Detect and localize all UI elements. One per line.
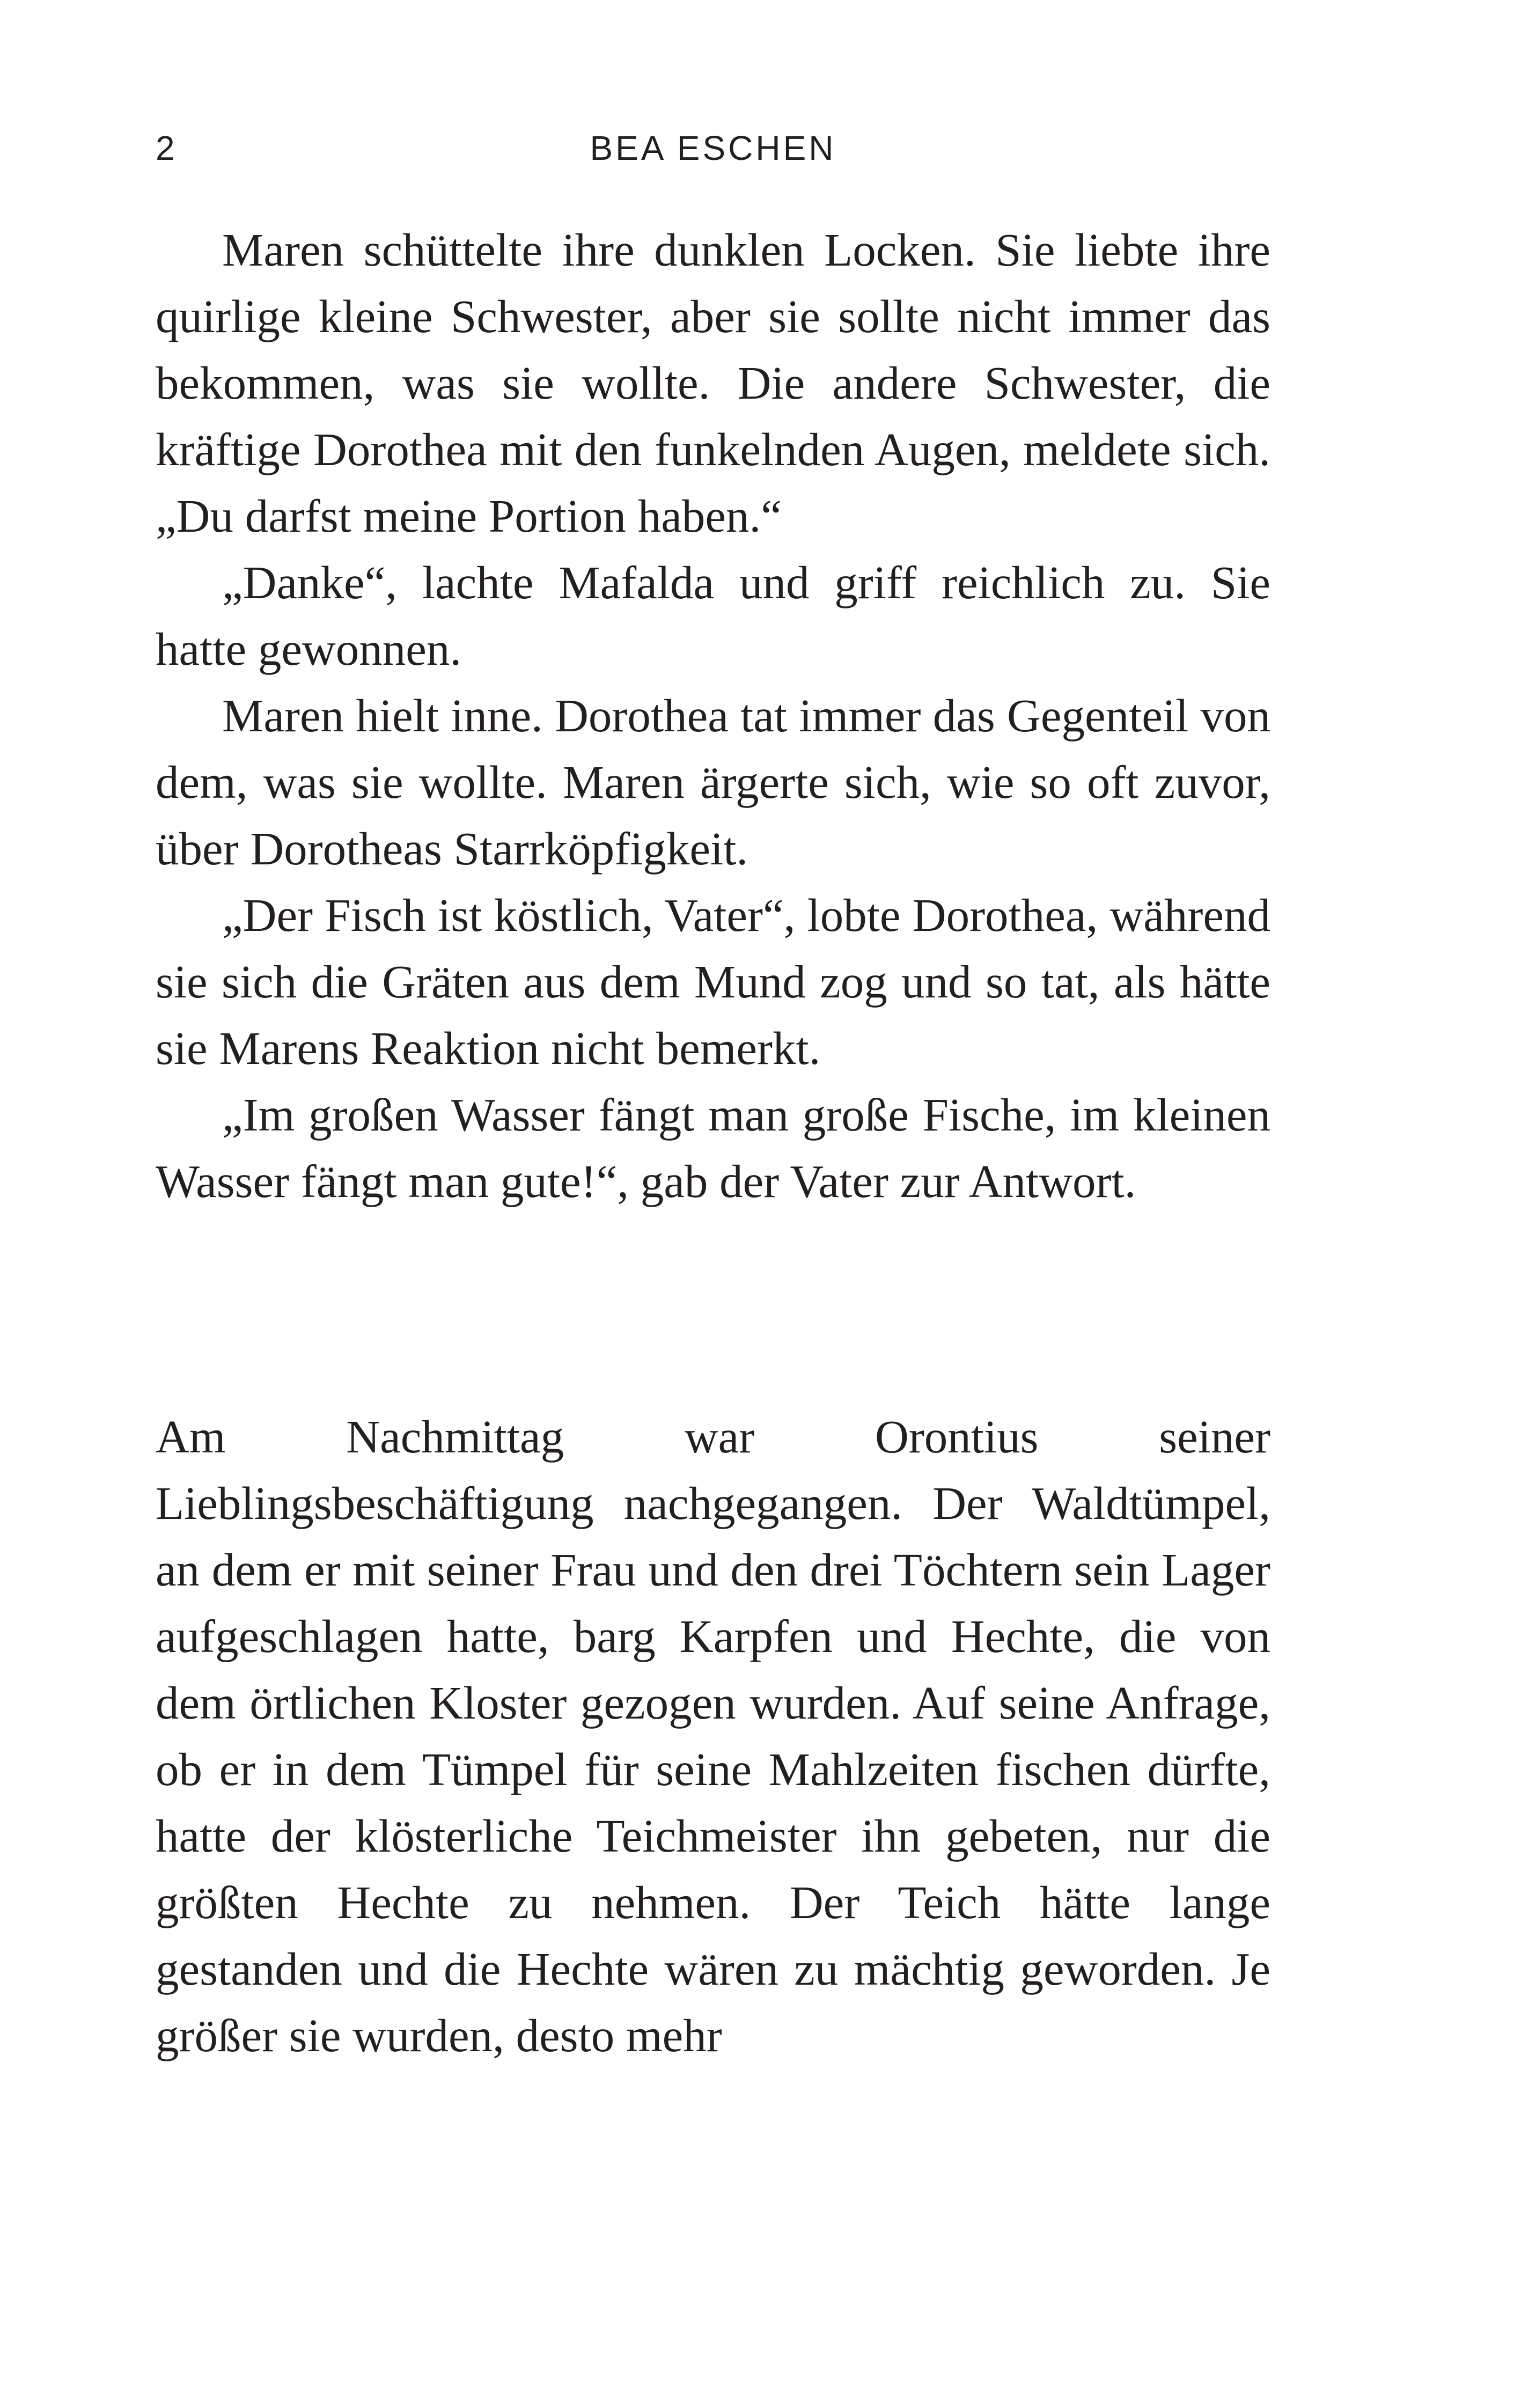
paragraph: Maren schüttelte ihre dunklen Locken. Sie liebte ihre quirlige kleine Schwester, aber sie sollte nicht immer das bekommen, was sie wollte. Die andere Schwester, die kräftige Dorothea mit den funkelnden Augen, meldete sich. „Du darfst meine Portion haben.“: [156, 224, 1270, 542]
paragraph: „Danke“, lachte Mafalda und griff reichlich zu. Sie hatte gewonnen.: [156, 556, 1270, 675]
paragraph: „Der Fisch ist köstlich, Vater“, lobte Dorothea, während sie sich die Gräten aus dem Mund zog und so tat, als hätte sie Marens Reaktion nicht bemerkt.: [156, 889, 1270, 1074]
paragraph: Am Nachmittag war Orontius seiner Lieblingsbeschäftigung nachgegangen. Der Waldtümpel, an dem er mit seiner Frau und den drei Töchtern sein Lager aufgeschlagen hatte, barg Karpfen und Hechte, die von dem örtlichen Kloster gezogen wurden. Auf seine Anfrage, ob er in dem Tümpel für seine Mahlzeiten fischen dürfte, hatte der klösterliche Teichmeister ihn gebeten, nur die größten Hechte zu nehmen. Der Teich hätte lange gestanden und die Hechte wären zu mächtig geworden. Je größer sie wurden, desto mehr: [156, 1411, 1270, 2061]
running-head: [156, 121, 1270, 175]
body-text-section-2: [156, 1404, 1270, 2069]
body-text-section-1: [156, 217, 1270, 1215]
paragraph: „Im großen Wasser fängt man große Fische, im kleinen Wasser fängt man gute!“, gab der Vater zur Antwort.: [156, 1089, 1270, 1207]
page-number: 2: [156, 129, 175, 167]
running-head-author: BEA ESCHEN: [590, 129, 836, 167]
paragraph: Maren hielt inne. Dorothea tat immer das Gegenteil von dem, was sie wollte. Maren ärgerte sich, wie so oft zuvor, über Dorotheas Starrköpfigkeit.: [156, 689, 1270, 875]
